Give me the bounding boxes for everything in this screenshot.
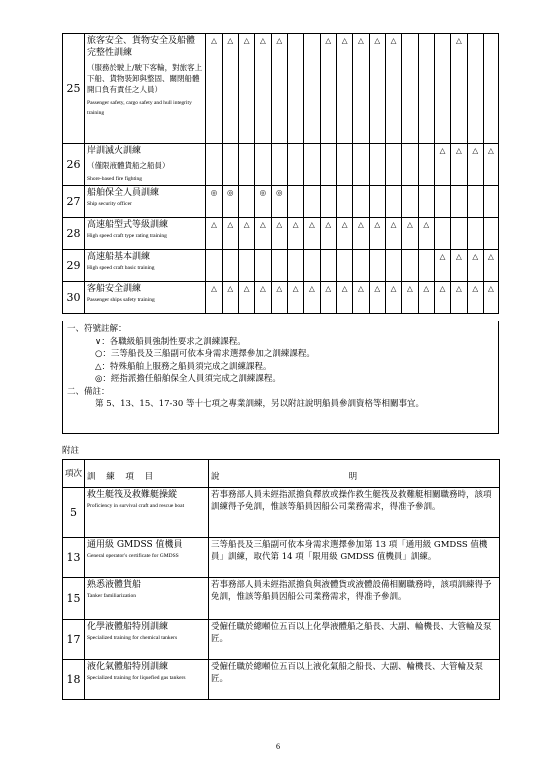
requirement-mark: △ xyxy=(271,34,287,144)
footnote-course-cell xyxy=(85,578,209,620)
training-row xyxy=(63,34,499,144)
requirement-mark: △ xyxy=(418,282,434,314)
requirement-mark xyxy=(434,34,450,144)
course-name-cell xyxy=(85,218,206,250)
requirement-mark: △ xyxy=(353,282,369,314)
footnote-table xyxy=(62,459,500,700)
requirement-mark xyxy=(287,186,303,218)
requirement-mark: △ xyxy=(483,282,498,314)
requirement-mark xyxy=(336,250,352,282)
requirement-mark: △ xyxy=(402,282,418,314)
footnote-header-row xyxy=(63,460,500,488)
requirement-mark xyxy=(467,218,483,250)
requirement-mark: △ xyxy=(385,218,401,250)
requirement-mark xyxy=(255,250,271,282)
requirement-mark: △ xyxy=(255,218,271,250)
requirement-mark: △ xyxy=(353,34,369,144)
requirement-mark xyxy=(222,250,238,282)
footnote-course-zh: 通用級 GMDSS 值機員 xyxy=(87,540,183,550)
requirement-mark: △ xyxy=(206,218,222,250)
footnote-course-cell xyxy=(85,488,209,538)
requirement-mark xyxy=(320,250,336,282)
training-row xyxy=(63,250,499,282)
requirement-mark: △ xyxy=(385,34,401,144)
requirement-mark: △ xyxy=(467,250,483,282)
course-name-cell xyxy=(85,250,206,282)
requirement-mark: △ xyxy=(385,282,401,314)
requirement-mark xyxy=(287,250,303,282)
footnote-number: 18 xyxy=(63,660,85,700)
requirement-mark: △ xyxy=(402,218,418,250)
requirement-mark: △ xyxy=(336,282,352,314)
requirement-mark xyxy=(434,218,450,250)
requirement-mark: △ xyxy=(418,218,434,250)
requirement-mark xyxy=(255,144,271,186)
requirement-mark xyxy=(304,250,320,282)
requirement-mark: △ xyxy=(222,218,238,250)
course-note: （服務於駛上/駛下客輪，對旅客上下船、貨物裝卸與整固、關閉船體開口負有責任之人員） xyxy=(87,63,203,94)
requirement-mark xyxy=(483,186,498,218)
requirement-mark: △ xyxy=(206,282,222,314)
requirement-mark: △ xyxy=(238,218,254,250)
training-matrix-table xyxy=(62,33,499,314)
requirement-mark: △ xyxy=(222,34,238,144)
requirement-mark xyxy=(402,186,418,218)
requirement-mark xyxy=(385,144,401,186)
course-name-en: High speed craft basic training xyxy=(87,265,155,271)
requirement-mark: △ xyxy=(238,282,254,314)
requirement-mark xyxy=(483,218,498,250)
row-number: 27 xyxy=(63,186,85,218)
requirement-mark xyxy=(418,186,434,218)
requirement-mark xyxy=(304,34,320,144)
requirement-mark xyxy=(287,144,303,186)
legend-item-triangle: △：特殊船舶上服務之船員須完成之訓練課程。 xyxy=(95,361,272,372)
footnote-row xyxy=(63,660,500,700)
requirement-mark: △ xyxy=(434,282,450,314)
course-name-zh: 岸訓滅火訓練 xyxy=(87,146,142,156)
requirement-mark xyxy=(369,144,385,186)
footnote-course-cell xyxy=(85,660,209,700)
requirement-mark xyxy=(369,186,385,218)
course-name-en: High speed craft type rating training xyxy=(87,233,167,239)
remark-text: 第 5、13、15、17-30 等十七項之專業訓練，另以附註說明船員參訓資格等相關事宜。 xyxy=(95,399,424,409)
requirement-mark xyxy=(402,250,418,282)
legend-item-double-circle: ◎：經指派擔任船舶保全人員須完成之訓練課程。 xyxy=(95,374,281,384)
footnote-course-en: Proficiency in survival craft and rescue boat xyxy=(87,503,185,509)
requirement-mark: △ xyxy=(304,282,320,314)
requirement-mark: △ xyxy=(255,34,271,144)
requirement-mark xyxy=(287,34,303,144)
footnote-number: 5 xyxy=(63,488,85,538)
course-name-cell xyxy=(85,144,206,186)
requirement-mark xyxy=(434,186,450,218)
requirement-mark: △ xyxy=(467,144,483,186)
header-desc-left: 說 xyxy=(211,472,224,482)
requirement-mark: △ xyxy=(434,144,450,186)
requirement-mark: △ xyxy=(206,34,222,144)
requirement-mark: △ xyxy=(336,34,352,144)
requirement-mark: △ xyxy=(271,218,287,250)
footnote-course-en: General operator's certificate for GMDSS xyxy=(87,553,179,559)
course-name-zh: 船舶保全人員訓練 xyxy=(87,188,160,198)
requirement-mark: ◎ xyxy=(255,186,271,218)
footnote-course-zh: 救生艇筏及救難艇操縱 xyxy=(87,490,178,500)
footnote-course-cell xyxy=(85,538,209,578)
requirement-mark: △ xyxy=(451,250,467,282)
requirement-mark: △ xyxy=(238,34,254,144)
course-name-cell xyxy=(85,186,206,218)
footnote-row xyxy=(63,578,500,620)
footnote-number: 13 xyxy=(63,538,85,578)
requirement-mark: △ xyxy=(434,250,450,282)
requirement-mark: △ xyxy=(222,282,238,314)
requirement-mark xyxy=(320,186,336,218)
requirement-mark xyxy=(483,34,498,144)
course-name-cell xyxy=(85,282,206,314)
footnote-course-en: Specialized training for chemical tankers xyxy=(87,635,178,641)
course-name-en: Shore-based fire fighting xyxy=(87,176,143,182)
requirement-mark xyxy=(402,34,418,144)
requirement-mark: △ xyxy=(287,218,303,250)
requirement-mark: △ xyxy=(320,34,336,144)
row-number: 26 xyxy=(63,144,85,186)
requirement-mark: △ xyxy=(467,282,483,314)
page-number: 6 xyxy=(276,742,280,751)
requirement-mark: △ xyxy=(271,282,287,314)
requirement-mark xyxy=(304,144,320,186)
requirement-mark xyxy=(238,250,254,282)
footnote-description: 受僱任職於總噸位五百以上液化氣船之船長、大副、輪機長、大管輪及泵匠。 xyxy=(209,660,500,700)
requirement-mark xyxy=(336,144,352,186)
requirement-mark: △ xyxy=(483,250,498,282)
requirement-mark: △ xyxy=(369,282,385,314)
footnote-description: 若事務部人員未經指派擔負與液體貨或液體設備相關職務時，該項訓練得予免訓，惟該等船員因船公司業務需求，得准予參訓。 xyxy=(209,578,500,620)
requirement-mark xyxy=(271,250,287,282)
requirement-mark xyxy=(353,250,369,282)
footnote-course-zh: 化學液體船特別訓練 xyxy=(87,622,169,632)
requirement-mark xyxy=(336,186,352,218)
requirement-mark xyxy=(222,144,238,186)
requirement-mark xyxy=(238,144,254,186)
footnote-description: 若事務部人員未經指派擔負釋放或操作救生艇筏及救難艇相關職務時，該項訓練得予免訓，惟該等船員因船公司業務需求，得准予參訓。 xyxy=(209,488,500,538)
requirement-mark: △ xyxy=(369,34,385,144)
course-name-en: Passenger safety, cargo safety and hull integrity training xyxy=(87,100,192,116)
requirement-mark: ◎ xyxy=(206,186,222,218)
requirement-mark: ◎ xyxy=(222,186,238,218)
requirement-mark: △ xyxy=(451,144,467,186)
legend-item-circle: ○：三等船長及三船副可依本身需求選擇參加之訓練課程。 xyxy=(95,349,315,359)
requirement-mark xyxy=(451,218,467,250)
requirement-mark: △ xyxy=(287,282,303,314)
requirement-mark: △ xyxy=(353,218,369,250)
requirement-mark xyxy=(238,186,254,218)
footnote-title: 附註 xyxy=(62,446,80,456)
requirement-mark xyxy=(467,186,483,218)
course-name-en: Passenger ships safety training xyxy=(87,297,155,303)
requirement-mark xyxy=(353,186,369,218)
footnote-course-zh: 熟悉液體貨船 xyxy=(87,580,142,590)
requirement-mark: △ xyxy=(304,218,320,250)
header-desc xyxy=(209,460,500,488)
requirement-mark: △ xyxy=(451,282,467,314)
footnote-number: 17 xyxy=(63,620,85,660)
footnote-description: 受僱任職於總噸位五百以上化學液體船之船長、大副、輪機長、大管輪及泵匠。 xyxy=(209,620,500,660)
footnote-row xyxy=(63,488,500,538)
footnote-course-zh: 液化氣體船特別訓練 xyxy=(87,662,169,672)
requirement-mark: △ xyxy=(369,218,385,250)
footnote-course-cell xyxy=(85,620,209,660)
requirement-mark xyxy=(385,186,401,218)
requirement-mark xyxy=(451,186,467,218)
requirement-mark xyxy=(206,250,222,282)
training-row xyxy=(63,218,499,250)
requirement-mark xyxy=(353,144,369,186)
requirement-mark xyxy=(418,250,434,282)
header-num: 項次 xyxy=(63,460,85,488)
requirement-mark: △ xyxy=(255,282,271,314)
requirement-mark: △ xyxy=(320,218,336,250)
requirement-mark xyxy=(467,34,483,144)
requirement-mark xyxy=(418,144,434,186)
legend-item-v: ∨：各職級船員強制性要求之訓練課程。 xyxy=(95,336,246,347)
course-name-zh: 旅客安全、貨物安全及船體完整性訓練 xyxy=(87,36,196,58)
requirement-mark xyxy=(418,34,434,144)
footnote-description: 三等船長及三船副可依本身需求選擇參加第 13 項「通用級 GMDSS 值機員」訓練，取代第 14 項「限用級 GMDSS 值機員」訓練。 xyxy=(209,538,500,578)
requirement-mark: △ xyxy=(451,34,467,144)
requirement-mark: ◎ xyxy=(271,186,287,218)
header-item: 訓 練 項 目 xyxy=(85,460,209,488)
training-row xyxy=(63,186,499,218)
footnote-course-en: Specialized training for liquefied gas tankers xyxy=(87,675,186,681)
footnote-number: 15 xyxy=(63,578,85,620)
remark-heading: 二、備註： xyxy=(67,386,110,397)
requirement-mark xyxy=(385,250,401,282)
requirement-mark: △ xyxy=(483,144,498,186)
footnote-row xyxy=(63,620,500,660)
requirement-mark: △ xyxy=(336,218,352,250)
training-row xyxy=(63,144,499,186)
course-name-zh: 高速船型式等級訓練 xyxy=(87,220,169,230)
requirement-mark: △ xyxy=(320,282,336,314)
row-number: 25 xyxy=(63,34,85,144)
row-number: 28 xyxy=(63,218,85,250)
row-number: 30 xyxy=(63,282,85,314)
requirement-mark xyxy=(369,250,385,282)
legend-box xyxy=(62,321,499,434)
requirement-mark xyxy=(320,144,336,186)
header-desc-right: 明 xyxy=(348,472,362,482)
course-name-cell xyxy=(85,34,206,144)
footnote-course-en: Tanker familiarization xyxy=(87,593,136,599)
course-name-zh: 高速船基本訓練 xyxy=(87,252,151,262)
requirement-mark xyxy=(271,144,287,186)
legend-heading: 一、符號註解： xyxy=(67,324,127,334)
course-name-zh: 客船安全訓練 xyxy=(87,284,142,294)
requirement-mark xyxy=(304,186,320,218)
training-row xyxy=(63,282,499,314)
row-number: 29 xyxy=(63,250,85,282)
course-note: （僅限液體貨船之船員） xyxy=(87,161,170,170)
requirement-mark xyxy=(206,144,222,186)
course-name-en: Ship security officer xyxy=(87,201,132,207)
footnote-row xyxy=(63,538,500,578)
requirement-mark xyxy=(402,144,418,186)
